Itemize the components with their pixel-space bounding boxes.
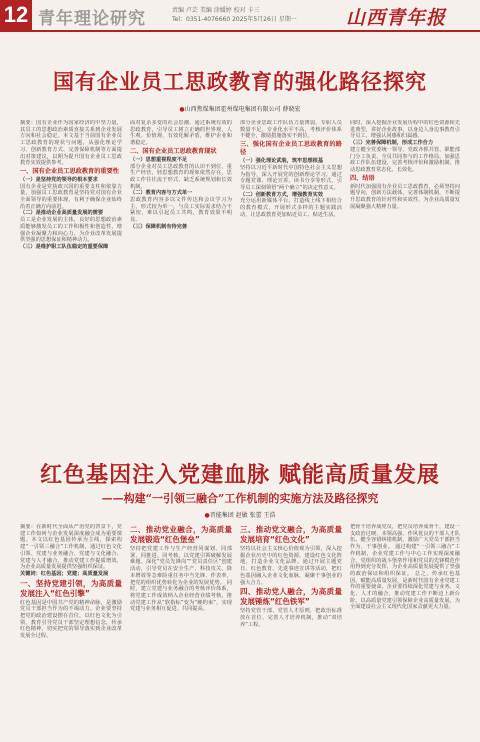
- sub-heading: （二）创新教育方式，增强教育实效: [240, 191, 324, 198]
- paragraph: 同时，深入挖掘企业发展历程中的红色资源和先进典型，讲好企业故事，以身边人身边事教育引导员工，增强认同感和归属感。: [350, 120, 460, 140]
- section-heading: 三、强化国有企业员工思政教育的路径: [240, 141, 342, 157]
- paragraph: 部分企业思政工作队伍力量薄弱，专职人员数量不足，专业化水平不高，考核评价体系不健全，激励措施落实不到位。: [240, 120, 342, 140]
- date-line: Tel：0351-4076660 2025年5月26日 星期一: [172, 16, 297, 23]
- paragraph: 部分企业对员工思政教育的认识不到位，重生产经营、轻思想教育的现象依然存在，思政工作往往流于形式，缺乏系统规划和长效机制。: [130, 163, 232, 190]
- article2-author: 晋能集团 赵敏 张蕾 王浩: [209, 512, 276, 519]
- bullet-icon: ●: [204, 512, 210, 519]
- editor-line: 责编 卢芸 美编 涂媛婷 校对 卡三: [172, 7, 260, 14]
- article2-column-4: [350, 524, 460, 736]
- paragraph: 坚持把党建工作与生产经营同谋划、同部署、同推进、同考核，以党建引领破解发展难题。深化“党员先锋岗”“党员责任区”创建活动，引导党员在安全生产、科技攻关、降本增效等急难险重任务中当先锋、作表率，把党的组织优势转化为企业的发展优势。: [130, 546, 232, 586]
- page-number: 12: [0, 0, 32, 30]
- section-heading: 四、推动党人融合，为高质量发展锤炼“红色铁军”: [240, 587, 342, 607]
- paragraph: 总之，传承红色基因，赋能高质量发展，是新时代国有企业党建工作的重要使命。企业要持续深化党建与业务、文化、人才的融合，推动党建工作不断迈上新台阶，以高质量党建引领保障企业高质量发展，为全面建设社会主义现代化国家贡献更大力量。: [350, 570, 460, 611]
- section-title: 青年理论研究: [38, 9, 146, 29]
- article2-byline: [0, 510, 480, 519]
- sub-heading: （三）是维护职工队伍稳定的重要保障: [20, 243, 109, 250]
- sub-heading: （一）强化理论武装，筑牢思想根基: [240, 158, 324, 165]
- article2-subtitle: ——构建“一引领三融合”工作机制的实施方法及路径探究: [101, 492, 379, 505]
- sub-heading: （三）完善保障机制，形成工作合力: [350, 140, 434, 147]
- article1-column-2: [130, 120, 232, 436]
- article2-title: 红色基因注入党建血脉 赋能高质量发展: [40, 463, 440, 488]
- article2-column-1: [20, 524, 122, 736]
- paragraph: 面对复杂多变的社会思潮，通过系统有效的思政教育，引导员工树立正确的世界观、人生观、价值观，有效化解矛盾，维护企业和谐稳定。: [130, 120, 232, 147]
- section-heading: 一、坚持党建引领，为高质量发展注入“红色引擎”: [20, 578, 122, 598]
- keywords: 关键词：红色基因；党建；高质量发展: [20, 570, 109, 577]
- article1-column-3: [240, 120, 342, 436]
- paragraph: 通过构建“一引领三融合”工作机制，企业党建工作与中心工作实现深度融合，党组织的战斗堡垒作用和党员的先锋模范作用得到充分发挥，为企业高质量发展提供了坚强的政治保证和组织保证。: [350, 544, 460, 577]
- paragraph: 建立健全党委统一领导、党政齐抓共管、职能部门分工负责、全员共同参与的工作格局，加强思政工作队伍建设，完善考核评价和激励机制，推动思政教育常态化、长效化。: [350, 146, 460, 173]
- article1-author: 山西焦煤集团霍州煤电集团有限公司 薛晓宏: [184, 106, 301, 113]
- paragraph: 思政教育内容多以文件传达和会议学习为主，形式较为单一，与员工实际需求结合不紧密，难以引起员工共鸣，教育效果不明显。: [130, 197, 232, 224]
- paragraph: 坚持以社会主义核心价值观为引领，深入挖掘企业历史中的红色资源，建设红色文化阵地，打造企业文化品牌。通过开展主题党日、红色教育、先进事迹宣讲等活动，把红色基因融入企业文化血脉，凝聚干事创业的强大合力。: [240, 546, 342, 586]
- sub-heading: （三）保障机制有待完善: [130, 223, 188, 230]
- section-heading: 三、推动党文融合，为高质量发展培育“红色文化”: [240, 525, 342, 544]
- paragraph: 同时，建立党建与业务融合的考核评价体系，将党建工作成效纳入企业经营业绩考核，推动党建工作从“软指标”变为“硬约束”，实现党建与业务相互促进、共同提高。: [130, 579, 232, 613]
- sub-heading: （二）是推动企业高质量发展的需要: [20, 210, 104, 217]
- header-rule: [0, 30, 480, 32]
- article1-title: 国有企业员工思政教育的强化路径探究: [53, 70, 427, 94]
- article1-column-4: [350, 120, 460, 436]
- paragraph: 红色基因是中国共产党的精神命脉，是激励党员干部担当作为的不竭动力。企业要坚持把党的政治建设摆在首位，以红色文化为引领，教育引导党员干部坚定理想信念，传承红色精神，切实把党的领导落实到企业改革发展全过程。: [20, 599, 122, 640]
- paragraph: 充分运用新媒体平台，打造线上线下相结合的教育模式，开展形式多样的主题实践活动，让思政教育更加贴近员工、贴近生活。: [240, 198, 342, 218]
- section-heading: 一、国有企业员工思政教育的重要性: [20, 167, 119, 175]
- paragraph: 把骨干培养成党员，把党员培养成骨干，建设一支政治过硬、本领高强、作风优良的干部人才队伍。健全容错纠错机制，激励广大党员干部担当作为、干事创业。: [350, 524, 460, 551]
- sub-heading: （一）是坚持党的领导的根本要求: [20, 176, 98, 183]
- paragraph: 摘要：在新时代全面从严治党的背景下，党建工作如何与企业发展深度融合成为重要课题。本文以红色基因传承为主线，探索构建“一引领三融合”工作机制，通过红色文化引领、党建与业务融合、党建与文化融合、党建与人才融合，推动党建工作提质增效，为企业高质量发展提供坚强组织保证。: [20, 524, 122, 571]
- paragraph: 摘要：国有企业作为国家经济的中坚力量，其员工的思想政治素质直接关系到企业发展方向和社会稳定。本文基于当前国有企业员工思政教育的现状与问题，从强化理论学习、创新教育方式、完善保障机制等方面提出对策建议，以期为提升国有企业员工思政教育实效提供参考。: [20, 120, 122, 167]
- newspaper-logo: 山西青年报: [346, 7, 447, 29]
- paragraph: 国有企业是党执政兴国的重要支柱和依靠力量，加强员工思政教育是坚持党对国有企业全面领导的重要体现，有利于确保企业始终沿着正确方向前进。: [20, 183, 122, 210]
- article2-column-3: [240, 524, 342, 736]
- paragraph: 新时代加强国有企业员工思政教育，必须坚持问题导向，创新方法载体，完善体制机制，不断提升思政教育的针对性和实效性，为企业高质量发展凝聚强大精神力量。: [350, 183, 460, 210]
- section-heading: 四、结语: [350, 174, 375, 182]
- article1-column-1: [20, 120, 122, 436]
- sub-heading: （一）思想重视程度不足: [130, 156, 188, 163]
- section-heading: 二、国有企业员工思政教育现状: [130, 147, 217, 155]
- bullet-icon: ●: [179, 106, 185, 113]
- masthead: [0, 0, 480, 30]
- article1-byline: [0, 104, 480, 113]
- sub-heading: （二）教育内容与方式单一: [130, 190, 193, 197]
- paragraph: 坚持以习近平新时代中国特色社会主义思想为指导，深入开展党的创新理论学习，通过专题党课、理论宣讲、读书分享等形式，引导员工深刻领悟“两个确立”的决定性意义。: [240, 164, 342, 191]
- section-heading: 二、推动党业融合，为高质量发展锻造“红色堡垒”: [130, 525, 232, 544]
- article2-column-2: [130, 524, 232, 736]
- paragraph: 坚持党管干部、党管人才原则，把政治标准放在首位，完善人才培养机制，推动“双培养”工程。: [240, 608, 342, 628]
- paragraph: 员工是企业发展的主体，良好的思想政治素质能够激发员工的工作积极性和创造性，增强企业凝聚力和向心力，为企业改革发展提供坚强的思想保证和精神动力。: [20, 217, 122, 244]
